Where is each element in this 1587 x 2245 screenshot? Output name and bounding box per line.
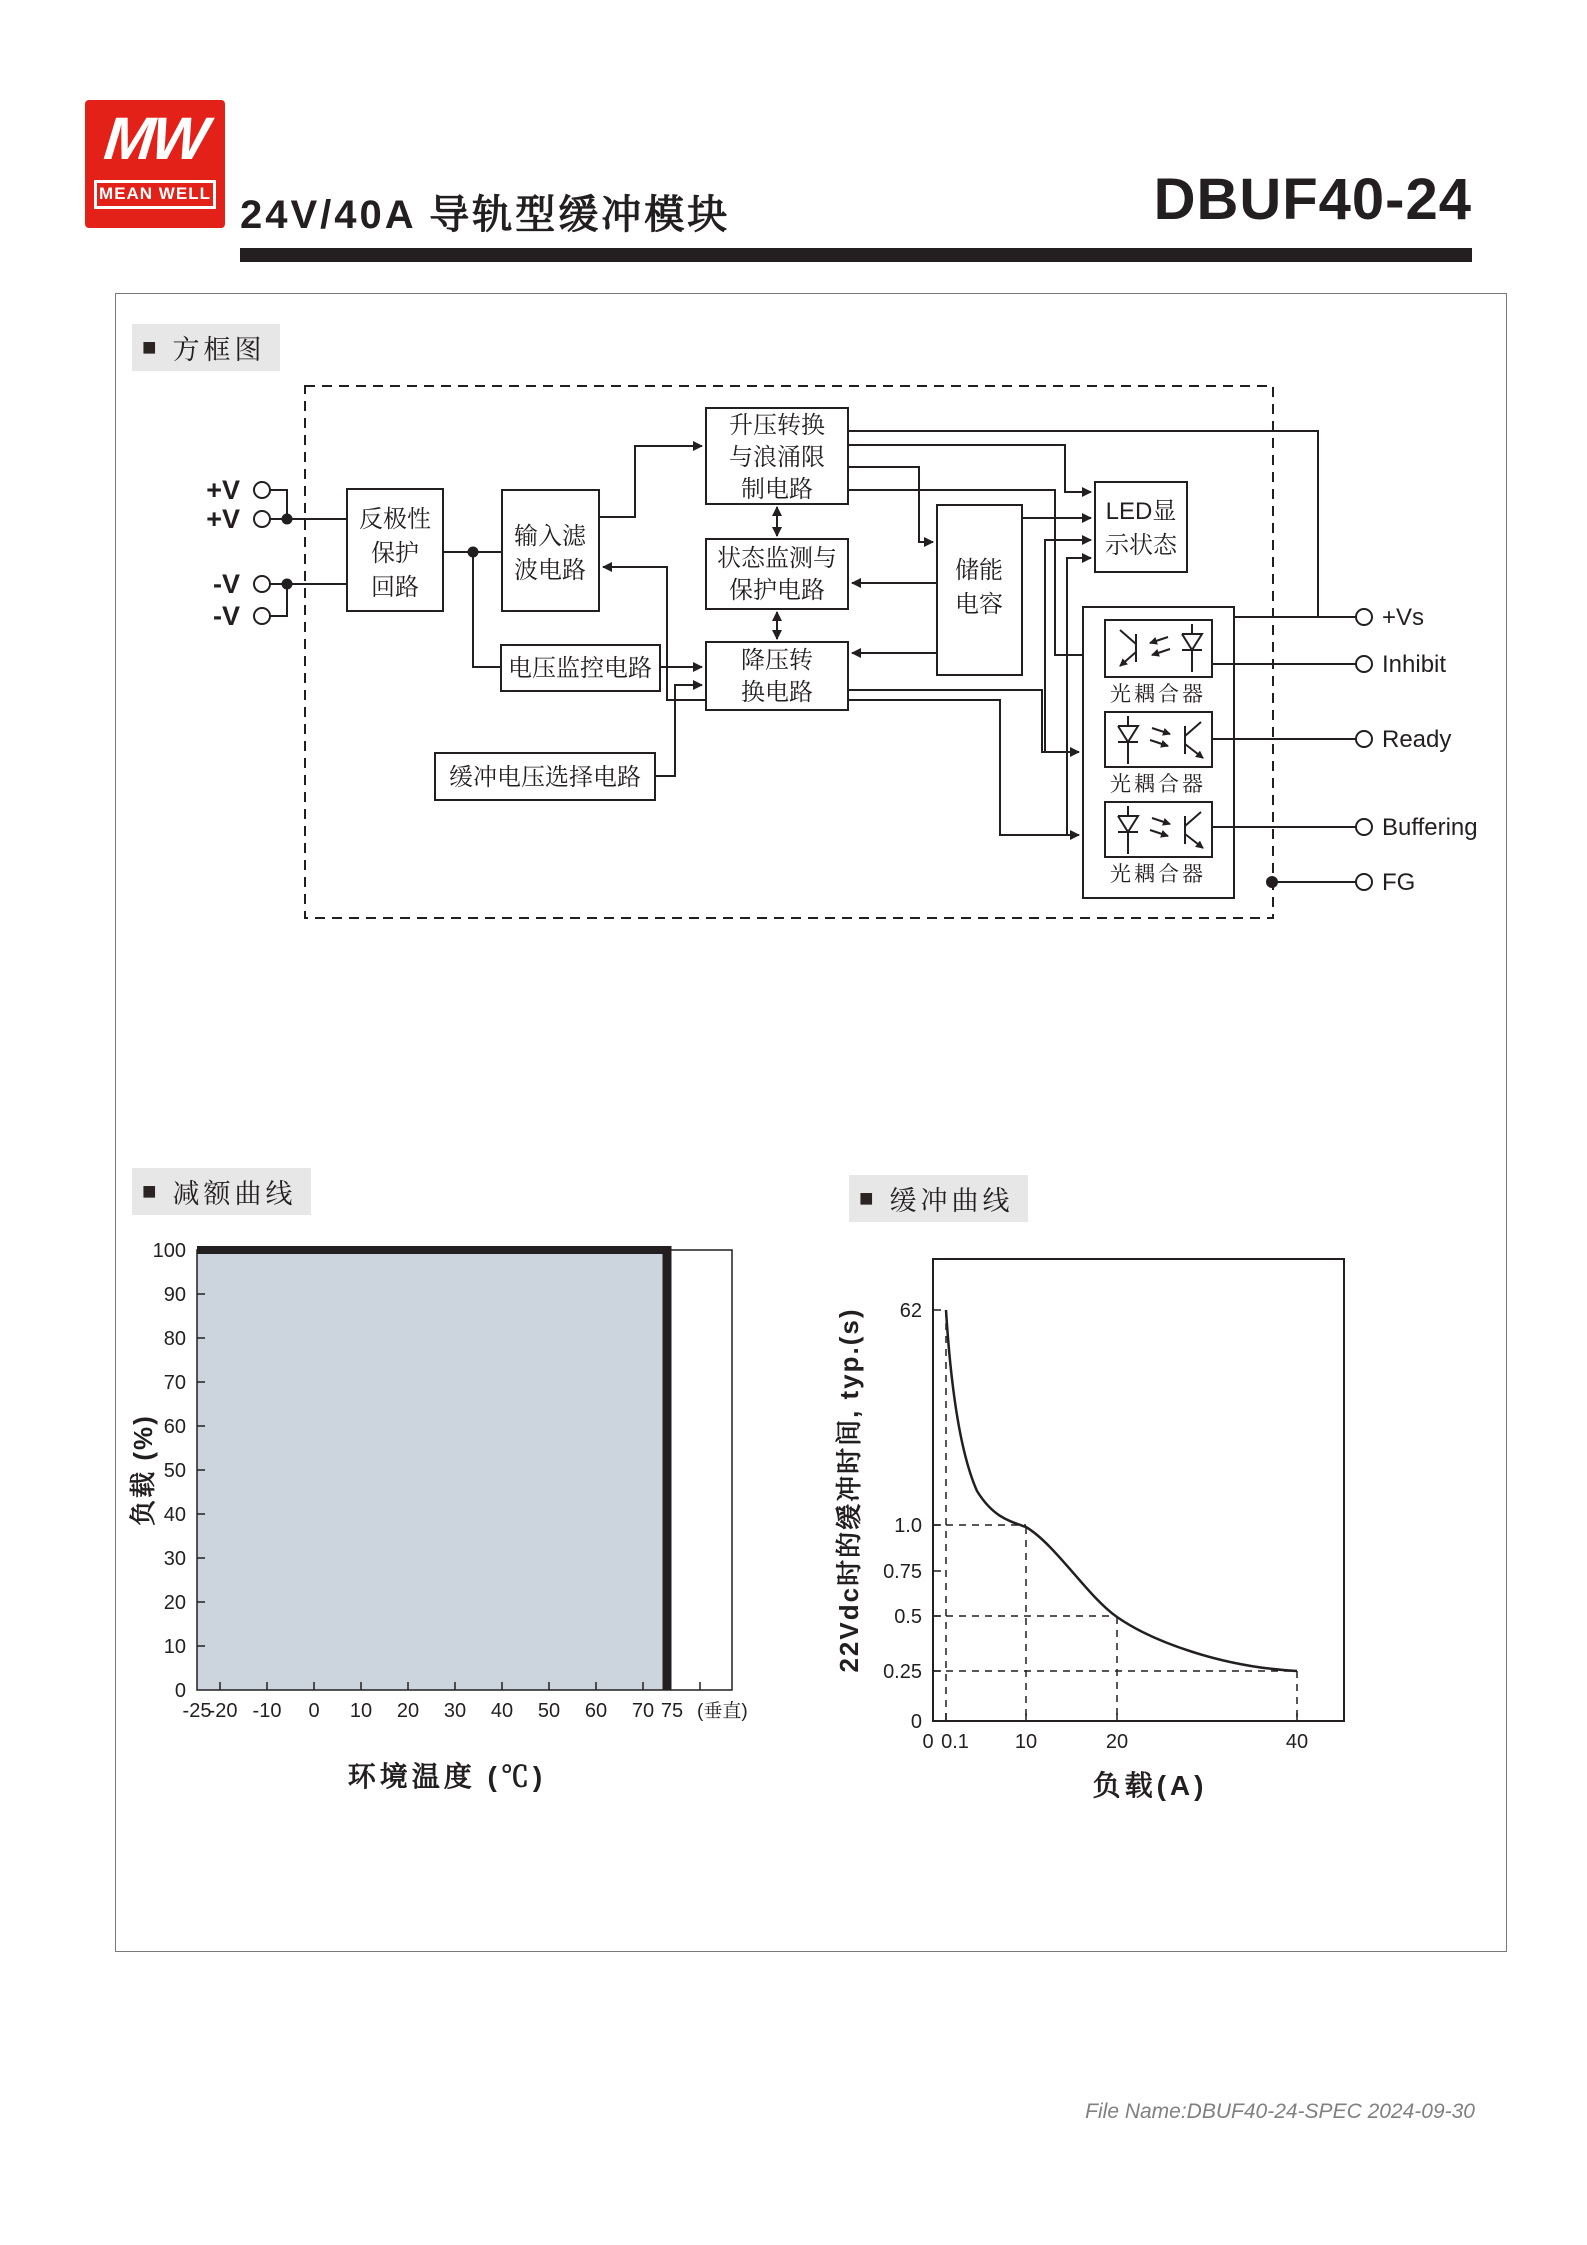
- svg-text:保护电路: 保护电路: [729, 577, 825, 604]
- svg-text:制电路: 制电路: [741, 476, 813, 503]
- svg-text:60: 60: [584, 1700, 608, 1722]
- label-led: LED显: [1105, 498, 1177, 525]
- footer-file-info: File Name:DBUF40-24-SPEC 2024-09-30: [1085, 2100, 1475, 2123]
- label-status: 状态监测与: [717, 545, 837, 572]
- label-ready: Ready: [1382, 726, 1452, 753]
- svg-text:0: 0: [308, 1700, 320, 1722]
- section-label: 减额曲线: [172, 1179, 297, 1209]
- svg-text:-20: -20: [208, 1700, 238, 1722]
- svg-text:50: 50: [537, 1700, 561, 1722]
- terminal-vplus-2: [254, 511, 270, 527]
- block-input-filter: [502, 490, 599, 611]
- derating-ylabel: 负载 (%): [128, 1414, 158, 1526]
- svg-text:40: 40: [490, 1700, 514, 1722]
- svg-text:70: 70: [631, 1700, 655, 1722]
- svg-text:保护: 保护: [371, 540, 419, 567]
- terminal-vminus-2: [254, 608, 270, 624]
- svg-text:1.0: 1.0: [894, 1515, 922, 1537]
- svg-text:0: 0: [174, 1680, 186, 1702]
- derating-chart: [128, 1240, 748, 1792]
- buffer-curve: [946, 1310, 1297, 1671]
- svg-text:10: 10: [163, 1636, 186, 1658]
- terminal-vs: [1356, 609, 1372, 625]
- svg-text:100: 100: [152, 1240, 186, 1262]
- buffer-plot-frame: [933, 1259, 1344, 1721]
- section-label: 缓冲曲线: [889, 1186, 1014, 1216]
- svg-text:62: 62: [899, 1300, 922, 1322]
- buffer-ylabel: 22Vdc时的缓冲时间, typ.(s): [834, 1307, 864, 1673]
- label-buck: 降压转: [741, 647, 813, 674]
- section-marker-icon: ■: [142, 1177, 161, 1205]
- model-number: DBUF40-24: [1153, 167, 1472, 232]
- optocoupler-3-box: [1105, 802, 1212, 857]
- svg-text:75: 75: [660, 1700, 684, 1722]
- svg-text:-10: -10: [252, 1700, 282, 1722]
- label-opto2: 光耦合器: [1110, 773, 1206, 796]
- label-boost: 升压转换: [729, 412, 825, 439]
- svg-text:20: 20: [163, 1592, 186, 1614]
- svg-text:电容: 电容: [955, 591, 1003, 618]
- svg-text:20: 20: [1105, 1731, 1129, 1753]
- buffer-chart: [834, 1259, 1344, 1801]
- label-cap: 储能: [955, 557, 1003, 584]
- buffer-xticks: [922, 1731, 1308, 1753]
- svg-text:与浪涌限: 与浪涌限: [729, 444, 825, 471]
- label-vminus2: -V: [213, 601, 240, 631]
- svg-text:20: 20: [396, 1700, 420, 1722]
- buffer-guides: [933, 1310, 1297, 1721]
- svg-text:60: 60: [163, 1416, 186, 1438]
- label-vplus1: +V: [206, 475, 240, 505]
- label-inhibit: Inhibit: [1382, 651, 1447, 678]
- label-monitor: 电压监控电路: [508, 655, 652, 682]
- label-opto1: 光耦合器: [1110, 683, 1206, 706]
- label-filter: 输入滤: [514, 523, 586, 550]
- svg-text:-25: -25: [182, 1700, 212, 1722]
- section-marker-icon: ■: [142, 333, 161, 361]
- block-labels: [359, 412, 1206, 886]
- label-vplus2: +V: [206, 504, 240, 534]
- terminal-inhibit: [1356, 656, 1372, 672]
- meanwell-logo-text: MEAN WELL: [94, 180, 216, 209]
- section-marker-icon: ■: [859, 1184, 878, 1212]
- label-vs: +Vs: [1382, 604, 1425, 631]
- svg-text:40: 40: [163, 1504, 186, 1526]
- svg-text:90: 90: [163, 1284, 186, 1306]
- section-label: 方框图: [172, 335, 266, 365]
- buffer-yticks: [883, 1300, 922, 1733]
- svg-text:0.25: 0.25: [883, 1661, 922, 1683]
- svg-text:70: 70: [163, 1372, 186, 1394]
- terminal-buffering: [1356, 819, 1372, 835]
- block-storage-capacitor: [937, 505, 1022, 675]
- page-title: 24V/40A 导轨型缓冲模块: [240, 193, 731, 237]
- terminal-vplus-1: [254, 482, 270, 498]
- terminal-vminus-1: [254, 576, 270, 592]
- svg-text:回路: 回路: [371, 574, 419, 601]
- svg-text:0: 0: [910, 1711, 922, 1733]
- svg-text:40: 40: [1285, 1731, 1309, 1753]
- derating-xticks: [183, 1700, 684, 1722]
- terminal-ready: [1356, 731, 1372, 747]
- label-reverse: 反极性: [359, 506, 431, 533]
- svg-text:0: 0: [922, 1731, 934, 1753]
- label-opto3: 光耦合器: [1110, 863, 1206, 886]
- svg-text:30: 30: [163, 1548, 186, 1570]
- svg-text:80: 80: [163, 1328, 186, 1350]
- svg-text:示状态: 示状态: [1105, 532, 1177, 559]
- buffer-xlabel: 负载(A): [1092, 1770, 1208, 1801]
- label-select: 缓冲电压选择电路: [449, 764, 641, 791]
- label-buffering: Buffering: [1382, 814, 1478, 841]
- svg-text:0.75: 0.75: [883, 1561, 922, 1583]
- svg-text:0.5: 0.5: [894, 1606, 922, 1628]
- terminal-fg: [1356, 874, 1372, 890]
- svg-text:50: 50: [163, 1460, 186, 1482]
- optocoupler-1-box: [1105, 620, 1212, 677]
- svg-text:10: 10: [349, 1700, 373, 1722]
- derating-area-fill: [197, 1250, 667, 1690]
- derating-vertical-note: (垂直): [697, 1701, 748, 1722]
- label-vminus1: -V: [213, 569, 240, 599]
- svg-text:0.1: 0.1: [941, 1731, 969, 1753]
- mw-logo-icon: MW: [101, 105, 209, 172]
- svg-text:10: 10: [1014, 1731, 1038, 1753]
- derating-xlabel: 环境温度 (℃): [347, 1761, 547, 1792]
- optocoupler-2-box: [1105, 712, 1212, 767]
- svg-text:波电路: 波电路: [514, 557, 586, 584]
- label-fg: FG: [1382, 869, 1416, 896]
- svg-text:换电路: 换电路: [741, 679, 813, 706]
- svg-text:30: 30: [443, 1700, 467, 1722]
